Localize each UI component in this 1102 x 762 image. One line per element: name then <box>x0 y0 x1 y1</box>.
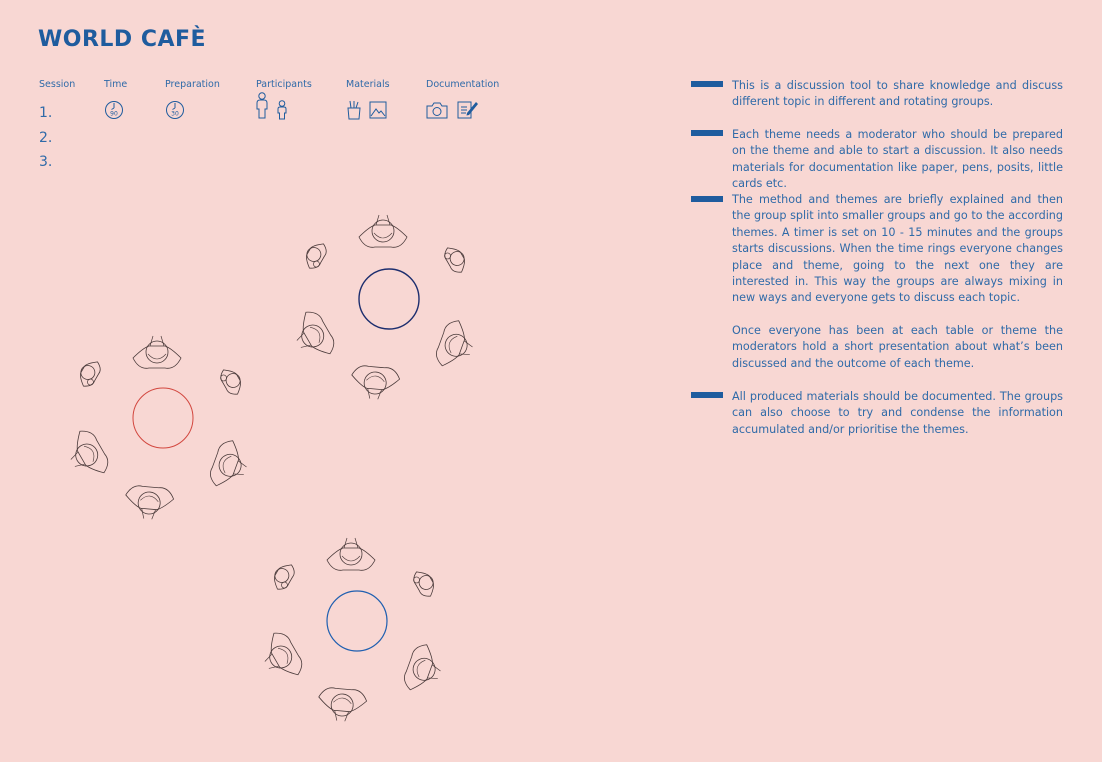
session-2: 2. <box>39 130 53 146</box>
bullet-bar <box>691 392 723 398</box>
page-title: WORLD CAFÈ <box>38 27 207 52</box>
table-blue <box>327 591 387 651</box>
materials-header: Materials <box>346 79 390 90</box>
paragraph-moderator: Each theme needs a moderator who should be prepared on the theme and able to start a discussion. It also needs materials for documentation like paper, pens, posits, little cards etc. <box>732 128 1063 191</box>
session-3: 3. <box>39 154 53 170</box>
paragraph-documentation: All produced materials should be documented. The groups can also choose to try and condense the information accumulated and/or prioritise the themes. <box>732 390 1063 436</box>
table-red <box>133 388 193 448</box>
session-header: Session <box>39 79 76 90</box>
preparation-value: 30 <box>171 110 179 118</box>
paragraph-intro: This is a discussion tool to share knowledge and discuss different topic in different and rotating groups. <box>732 79 1063 109</box>
time-header: Time <box>104 79 128 90</box>
bullet-bar <box>691 196 723 202</box>
preparation-header: Preparation <box>165 79 220 90</box>
session-1: 1. <box>39 105 53 121</box>
table-navy <box>359 269 419 329</box>
paragraph-method: The method and themes are briefly explained and then the group split into smaller groups and go to the according themes. A timer is set on 10 - 15 minutes and the groups starts discussions. When the time rings everyone changes place and theme, going to the next one they are interested in. This way the groups are always mixing in new ways and everyone gets to discuss each topic. <box>732 193 1063 305</box>
time-value: 90 <box>110 110 118 118</box>
bullet-bar <box>691 81 723 87</box>
participants-header: Participants <box>256 79 312 90</box>
documentation-header: Documentation <box>426 79 500 90</box>
bullet-bar <box>691 130 723 136</box>
paragraph-presentation: Once everyone has been at each table or theme the moderators hold a short presentation about what’s been discussed and the outcome of each theme. <box>732 324 1063 370</box>
